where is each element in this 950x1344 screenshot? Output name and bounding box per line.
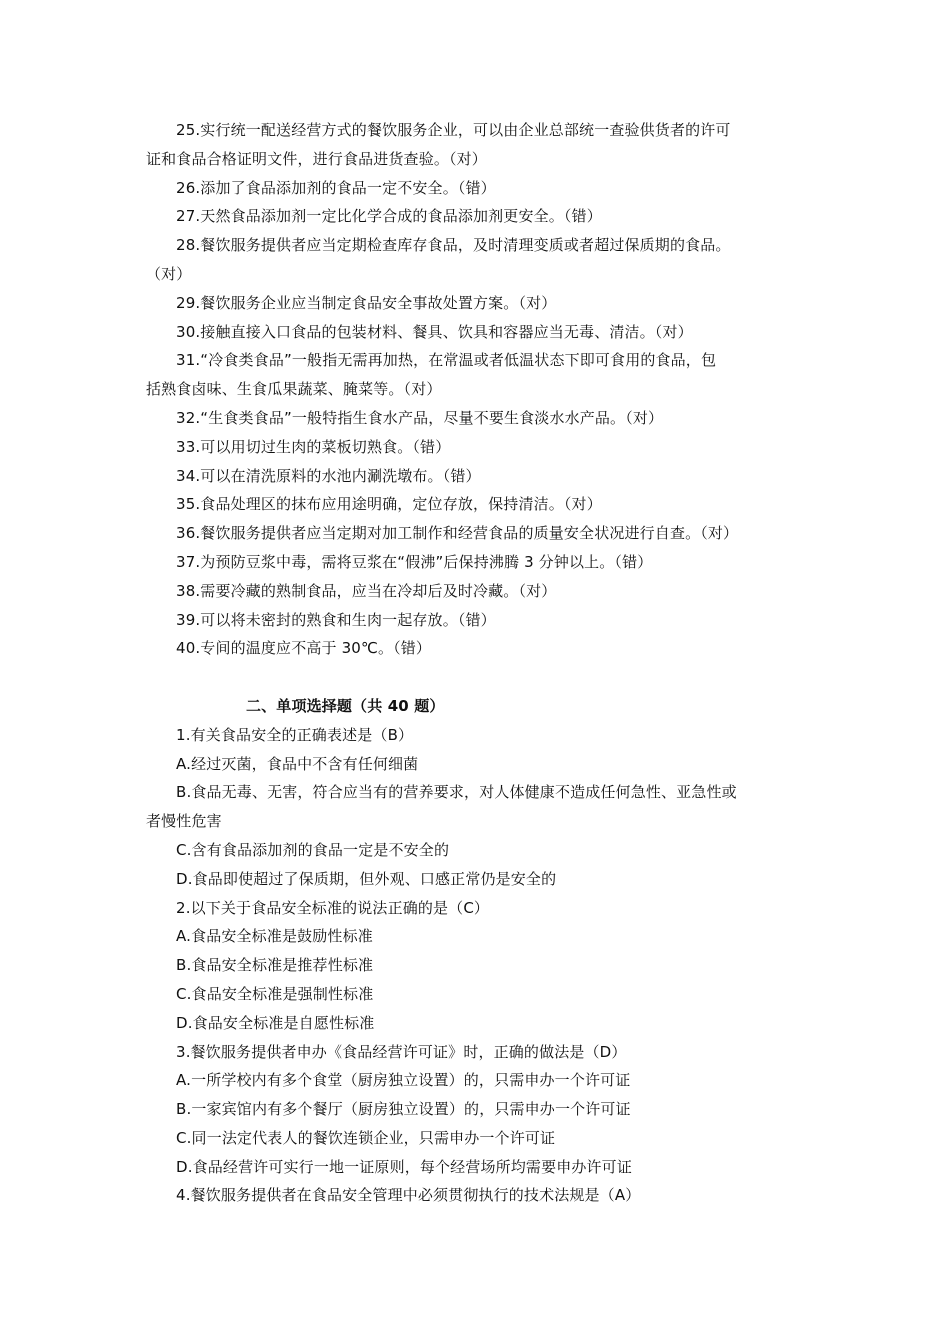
- list-item: [146, 1009, 810, 1038]
- text-line: 者慢性危害: [146, 812, 222, 831]
- text-line: C.含有食品添加剂的食品一定是不安全的: [176, 840, 450, 859]
- text-line: （对）: [146, 264, 192, 283]
- text-line: 38.需要冷藏的熟制食品，应当在冷却后及时冷藏。（对）: [176, 581, 557, 600]
- list-item: [146, 836, 810, 865]
- text-line: A.一所学校内有多个食堂（厨房独立设置）的，只需申办一个许可证: [176, 1071, 631, 1090]
- list-item: [146, 577, 810, 606]
- list-item: [146, 202, 810, 231]
- text-line: D.食品经营许可实行一地一证原则，每个经营场所均需要申办许可证: [176, 1157, 632, 1176]
- list-item: [146, 634, 810, 663]
- text-line: 36.餐饮服务提供者应当定期对加工制作和经营食品的质量安全状况进行自查。（对）: [176, 524, 739, 543]
- text-line: 29.餐饮服务企业应当制定食品安全事故处置方案。（对）: [176, 293, 557, 312]
- text-line: 1.有关食品安全的正确表述是（B）: [176, 725, 414, 744]
- list-item: [146, 433, 810, 462]
- list-item: [146, 980, 810, 1009]
- section-heading: 二、单项选择题（共 40 题）: [246, 696, 445, 715]
- text-line: 32.“生食类食品”一般特指生食水产品，尽量不要生食淡水水产品。（对）: [176, 408, 664, 427]
- text-line: 39.可以将未密封的熟食和生肉一起存放。（错）: [176, 610, 496, 629]
- list-item: [146, 462, 810, 491]
- list-item: [146, 404, 810, 433]
- list-item: [146, 1153, 810, 1182]
- text-line: 28.餐饮服务提供者应当定期检查库存食品，及时清理变质或者超过保质期的食品。: [176, 236, 731, 255]
- text-line: 33.可以用切过生肉的菜板切熟食。（错）: [176, 437, 451, 456]
- list-item: [146, 894, 810, 923]
- list-item: [146, 778, 810, 836]
- list-item: [146, 116, 810, 174]
- text-line: 27.天然食品添加剂一定比化学合成的食品添加剂更安全。（错）: [176, 207, 602, 226]
- text-line: C.食品安全标准是强制性标准: [176, 984, 374, 1003]
- list-item: [146, 519, 810, 548]
- text-line: 34.可以在清洗原料的水池内涮洗墩布。（错）: [176, 466, 481, 485]
- text-line: 4.餐饮服务提供者在食品安全管理中必须贯彻执行的技术法规是（A）: [176, 1186, 641, 1205]
- text-line: 30.接触直接入口食品的包装材料、餐具、饮具和容器应当无毒、清洁。（对）: [176, 322, 693, 341]
- text-line: 31.“冷食类食品”一般指无需再加热，在常温或者低温状态下即可食用的食品，包: [176, 351, 717, 370]
- text-line: 2.以下关于食品安全标准的说法正确的是（C）: [176, 898, 490, 917]
- text-line: B.食品无毒、无害，符合应当有的营养要求，对人体健康不造成任何急性、亚急性或: [176, 783, 737, 802]
- text-line: D.食品安全标准是自愿性标准: [176, 1013, 375, 1032]
- section-spacer: [146, 663, 810, 692]
- text-line: A.经过灭菌，食品中不含有任何细菌: [176, 754, 419, 773]
- text-line: A.食品安全标准是鼓励性标准: [176, 927, 373, 946]
- text-line: 25.实行统一配送经营方式的餐饮服务企业，可以由企业总部统一查验供货者的许可: [176, 121, 731, 139]
- list-item: [146, 231, 810, 289]
- text-line: 括熟食卤味、生食瓜果蔬菜、腌菜等。（对）: [146, 380, 442, 399]
- list-item: [146, 490, 810, 519]
- text-line: 37.为预防豆浆中毒，需将豆浆在“假沸”后保持沸腾 3 分钟以上。（错）: [176, 552, 653, 571]
- text-line: 35.食品处理区的抹布应用途明确，定位存放，保持清洁。（对）: [176, 495, 602, 514]
- text-line: B.一家宾馆内有多个餐厅（厨房独立设置）的，只需申办一个许可证: [176, 1100, 631, 1119]
- list-item: [146, 865, 810, 894]
- list-item: [146, 750, 810, 779]
- text-line: 26.添加了食品添加剂的食品一定不安全。（错）: [176, 178, 496, 197]
- text-line: 证和食品合格证明文件，进行食品进货查验。（对）: [146, 149, 487, 168]
- list-item: [146, 346, 810, 404]
- list-item: [146, 1095, 810, 1124]
- list-item: [146, 1038, 810, 1067]
- list-item: [146, 548, 810, 577]
- text-line: 3.餐饮服务提供者申办《食品经营许可证》时，正确的做法是（D）: [176, 1042, 627, 1061]
- text-line: 40.专间的温度应不高于 30℃。（错）: [176, 639, 432, 658]
- list-item: [146, 174, 810, 203]
- list-item: [146, 318, 810, 347]
- list-item: [146, 721, 810, 750]
- list-item: [146, 1181, 810, 1210]
- list-item: [146, 1066, 810, 1095]
- text-line: C.同一法定代表人的餐饮连锁企业，只需申办一个许可证: [176, 1128, 556, 1147]
- text-line: B.食品安全标准是推荐性标准: [176, 956, 374, 975]
- list-item: [146, 951, 810, 980]
- true-false-list: [146, 116, 810, 663]
- list-item: [146, 1124, 810, 1153]
- list-item: [146, 922, 810, 951]
- list-item: [146, 289, 810, 318]
- single-choice-list: [146, 721, 810, 1211]
- text-line: D.食品即使超过了保质期，但外观、口感正常仍是安全的: [176, 869, 557, 888]
- list-item: [146, 606, 810, 635]
